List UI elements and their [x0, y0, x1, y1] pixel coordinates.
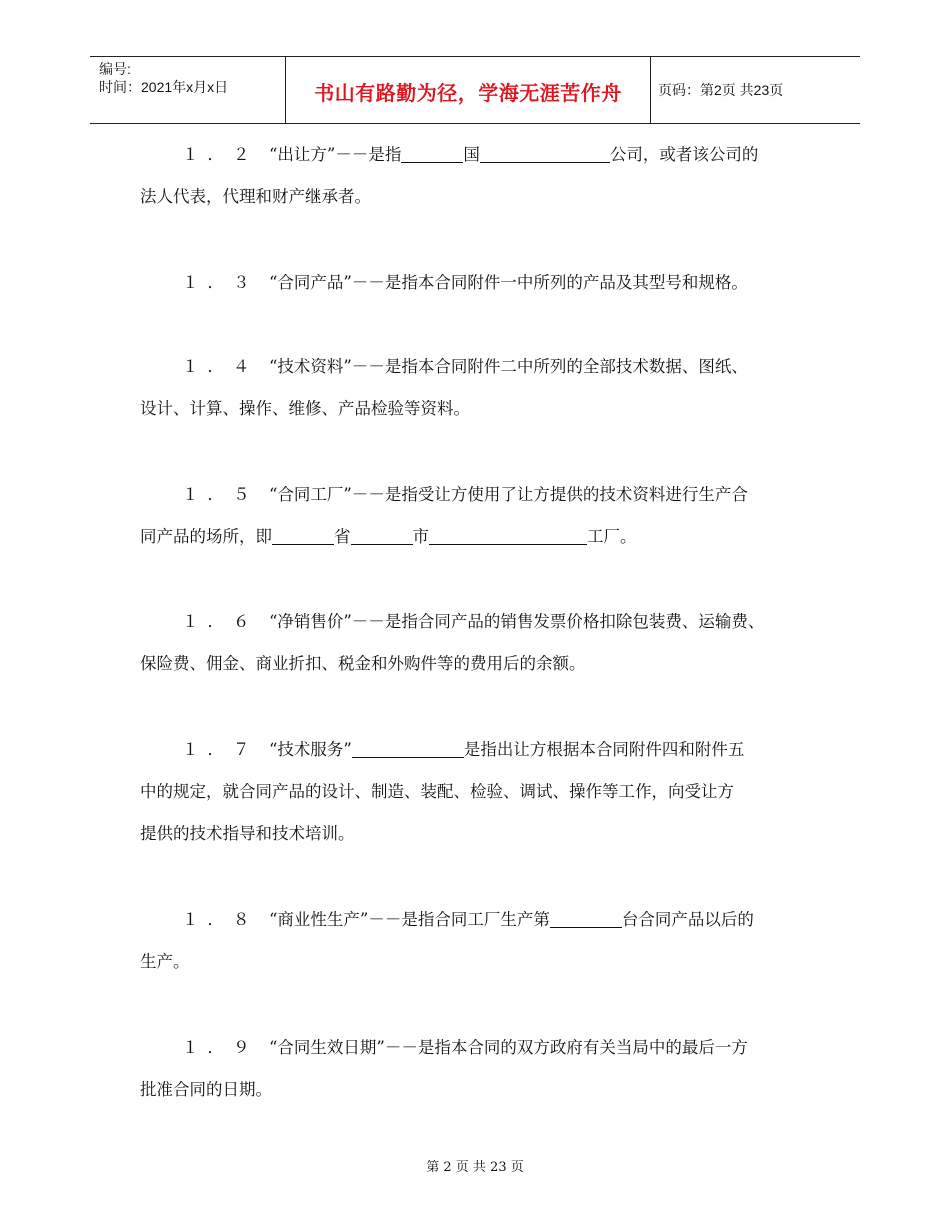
fill-blank	[401, 145, 463, 163]
header-meta	[99, 60, 228, 96]
clause-1-4: １．４ “技术资料”－－是指本合同附件二中所列的全部技术数据、图纸、 设计、计算、操作、维修、产品检验等资料。	[140, 357, 748, 418]
fill-blank	[550, 910, 622, 928]
fill-blank	[480, 145, 610, 163]
fill-blank	[351, 527, 413, 545]
clause-1-3: １．３ “合同产品”－－是指本合同附件一中所列的产品及其型号和规格。	[182, 273, 748, 292]
header-page-info: 页码：第2页 共23页	[658, 82, 784, 98]
clause-1-7: １．７ “技术服务” 是指出让方根据本合同附件四和附件五 中的规定，就合同产品的设计、制造、装配、检验、调试、操作等工作，向受让方 提供的技术指导和技术培训。	[140, 740, 745, 843]
clause-1-2: １．２ “出让方”－－是指 国 公司，或者该公司的 法人代表，代理和财产继承者。	[140, 145, 759, 206]
time-label: 时间：2021年x月x日	[99, 79, 229, 95]
page-footer: 第 2 页 共 23 页	[426, 1160, 524, 1175]
header-motto: 书山有路勤为径，学海无涯苦作舟	[314, 81, 622, 105]
page-header	[90, 56, 860, 124]
header-divider	[650, 57, 651, 123]
clause-1-8: １．８ “商业性生产”－－是指合同工厂生产第 台合同产品以后的 生产。	[140, 910, 754, 971]
clause-1-6: １．６ “净销售价”－－是指合同产品的销售发票价格扣除包装费、运输费、 保险费、佣金、商业折扣、税金和外购件等的费用后的余额。	[140, 612, 765, 673]
fill-blank	[352, 740, 464, 758]
clause-1-9: １．９ “合同生效日期”－－是指本合同的双方政府有关当局中的最后一方 批准合同的日期。	[140, 1038, 748, 1099]
serial-label: 编号:	[99, 61, 131, 77]
fill-blank	[272, 527, 334, 545]
clause-1-5: １．５ “合同工厂”－－是指受让方使用了让方提供的技术资料进行生产合 同产品的场所，即 省 市 工厂。	[140, 485, 748, 546]
fill-blank	[429, 527, 587, 545]
